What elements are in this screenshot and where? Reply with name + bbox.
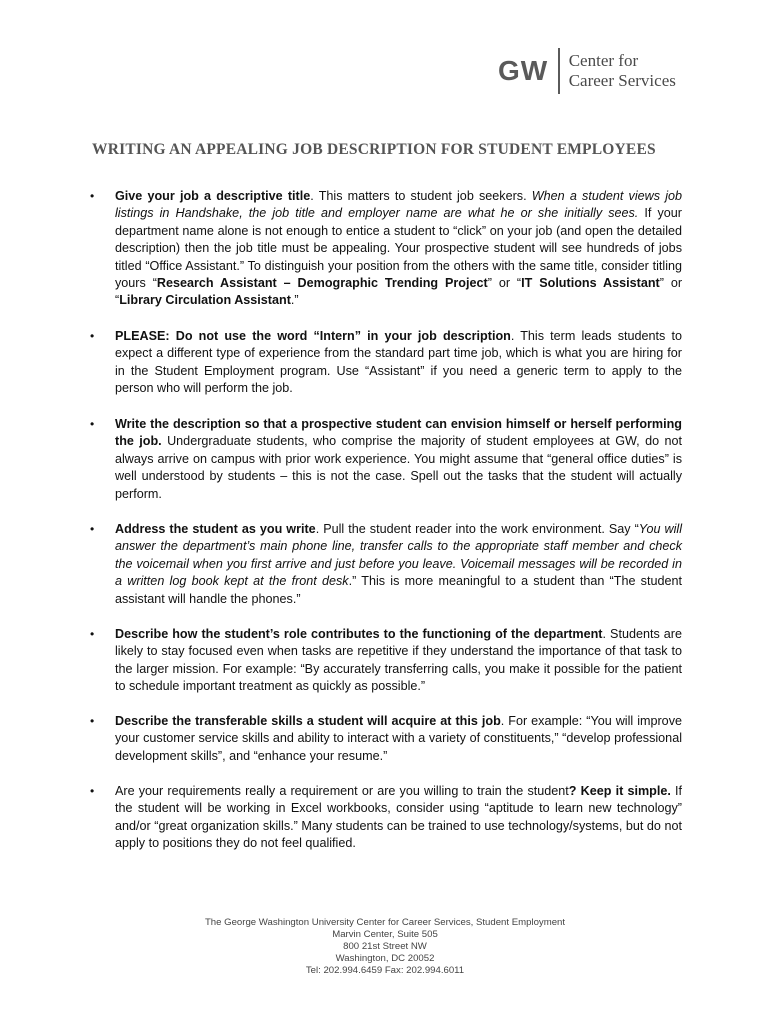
emphasis: Address the student as you write [115, 522, 316, 536]
logo-wordmark [560, 51, 676, 91]
list-item-text [115, 328, 682, 398]
logo-line-1: Center for [568, 51, 639, 70]
footer-phone-line: Tel: 202.994.6459 Fax: 202.994.6011 [305, 965, 465, 976]
logo-mark: GW [498, 55, 549, 86]
emphasis: Research Assistant – Demographic Trending Project [156, 276, 488, 291]
emphasis: IT Solutions Assistant [521, 276, 660, 291]
text-run: . For example: “You will improve your customer service skills and ability to interact with a variety of constituents,” “develop professional development skills”, and “enhance your resume.” [115, 714, 682, 763]
footer-suite-line: Marvin Center, Suite 505 [332, 929, 438, 940]
bullet-icon: • [90, 714, 95, 728]
emphasis: PLEASE: Do not use the word “Intern” in your job description [115, 329, 511, 343]
logo-line-2: Career Services [568, 71, 676, 90]
text-run: If the student will be working in Excel workbooks, consider using “aptitude to learn new technology” and/or “great organization skills.” Many students can be trained to use technology/systems, but do not apply to positions they do not feel qualified. [115, 784, 683, 851]
list-item-transferable-skills [88, 713, 682, 765]
list-item-role-contribution [88, 626, 682, 696]
list-item-requirements [88, 783, 682, 853]
list-item-envision [88, 416, 682, 503]
list-item-no-intern [88, 328, 682, 398]
text-run: . This term leads students to expect a different type of experience from the standard part time job, which is what you are hiring for in the Student Employment program. Use “Assistant” if you need a generic term to apply to the person who will perform the job. [115, 329, 682, 396]
list-item-text [115, 713, 682, 765]
text-run: If your department name alone is not enough to entice a student to “click” on your job (and open the detailed description) then the job title must be appealing. Your prospective student will see hundreds of jobs titled “Office Assistant.” To distinguish your position from the others with the same title, consider titling yours “ [115, 206, 682, 291]
list-item-text [115, 188, 682, 310]
emphasis: Give your job a descriptive title [115, 189, 311, 203]
bullet-icon: • [90, 189, 95, 203]
page-title: WRITING AN APPEALING JOB DESCRIPTION FOR STUDENT EMPLOYEES [92, 141, 656, 158]
footer-city-line: Washington, DC 20052 [335, 953, 435, 964]
bullet-icon: • [90, 627, 95, 641]
emphasis: Describe the transferable skills a student will acquire at this job [115, 714, 501, 728]
text-run: .” [290, 293, 299, 308]
footer-contact [0, 917, 770, 977]
emphasis: Describe how the student’s role contributes to the functioning of the department [115, 627, 603, 641]
list-item-address-student [88, 521, 682, 608]
text-run: . Students are likely to stay focused even when tasks are repetitive if they understand the importance of that task to the larger mission. For example: “By accurately transferring calls, you make it possible for the patient to schedule important treatment as quickly as possible.” [115, 627, 682, 694]
italic-run: When a student views job listings in Handshake, the job title and employer name are what he or she initially sees. [115, 189, 682, 221]
text-run: ” or “ [487, 276, 522, 291]
text-run: . This matters to student job seekers. [310, 189, 532, 203]
gw-career-services-logo [498, 48, 676, 94]
list-item-text [115, 626, 682, 696]
emphasis: Write the description so that a prospective student can envision himself or herself performing the job. [115, 417, 682, 449]
text-run: Are your requirements really a requirement or are you willing to train the student [115, 784, 569, 798]
list-item-text [115, 521, 682, 608]
list-item-text [115, 416, 682, 503]
bullet-icon: • [90, 417, 95, 431]
text-run: . Pull the student reader into the work environment. Say “ [315, 522, 639, 536]
list-item-text [115, 783, 682, 853]
footer-street-line: 800 21st Street NW [343, 941, 427, 952]
bullet-icon: • [90, 329, 95, 343]
italic-run: You will answer the department’s main phone line, transfer calls to the appropriate staff member and check the voicemail when you first arrive and just before you leave. Voicemail messages will be recorded in a written log book kept at the front desk [115, 522, 683, 589]
text-run: .” This is more meaningful to a student than “The student assistant will handle the phones.” [115, 574, 682, 606]
bullet-icon: • [90, 522, 95, 536]
bullet-icon: • [90, 784, 95, 798]
emphasis: ? Keep it simple. [568, 784, 671, 798]
list-item-descriptive-title [88, 188, 682, 310]
footer-org-line: The George Washington University Center for Career Services, Student Employment [204, 917, 566, 928]
emphasis: Library Circulation Assistant [119, 293, 291, 308]
text-run: Undergraduate students, who comprise the majority of student employees at GW, do not always arrive on campus with prior work experience. You might assume that “general office duties” is well understood by students – this is not the case. Spell out the tasks that the student will actually perform. [115, 434, 682, 501]
text-run: ” or “ [115, 276, 683, 308]
